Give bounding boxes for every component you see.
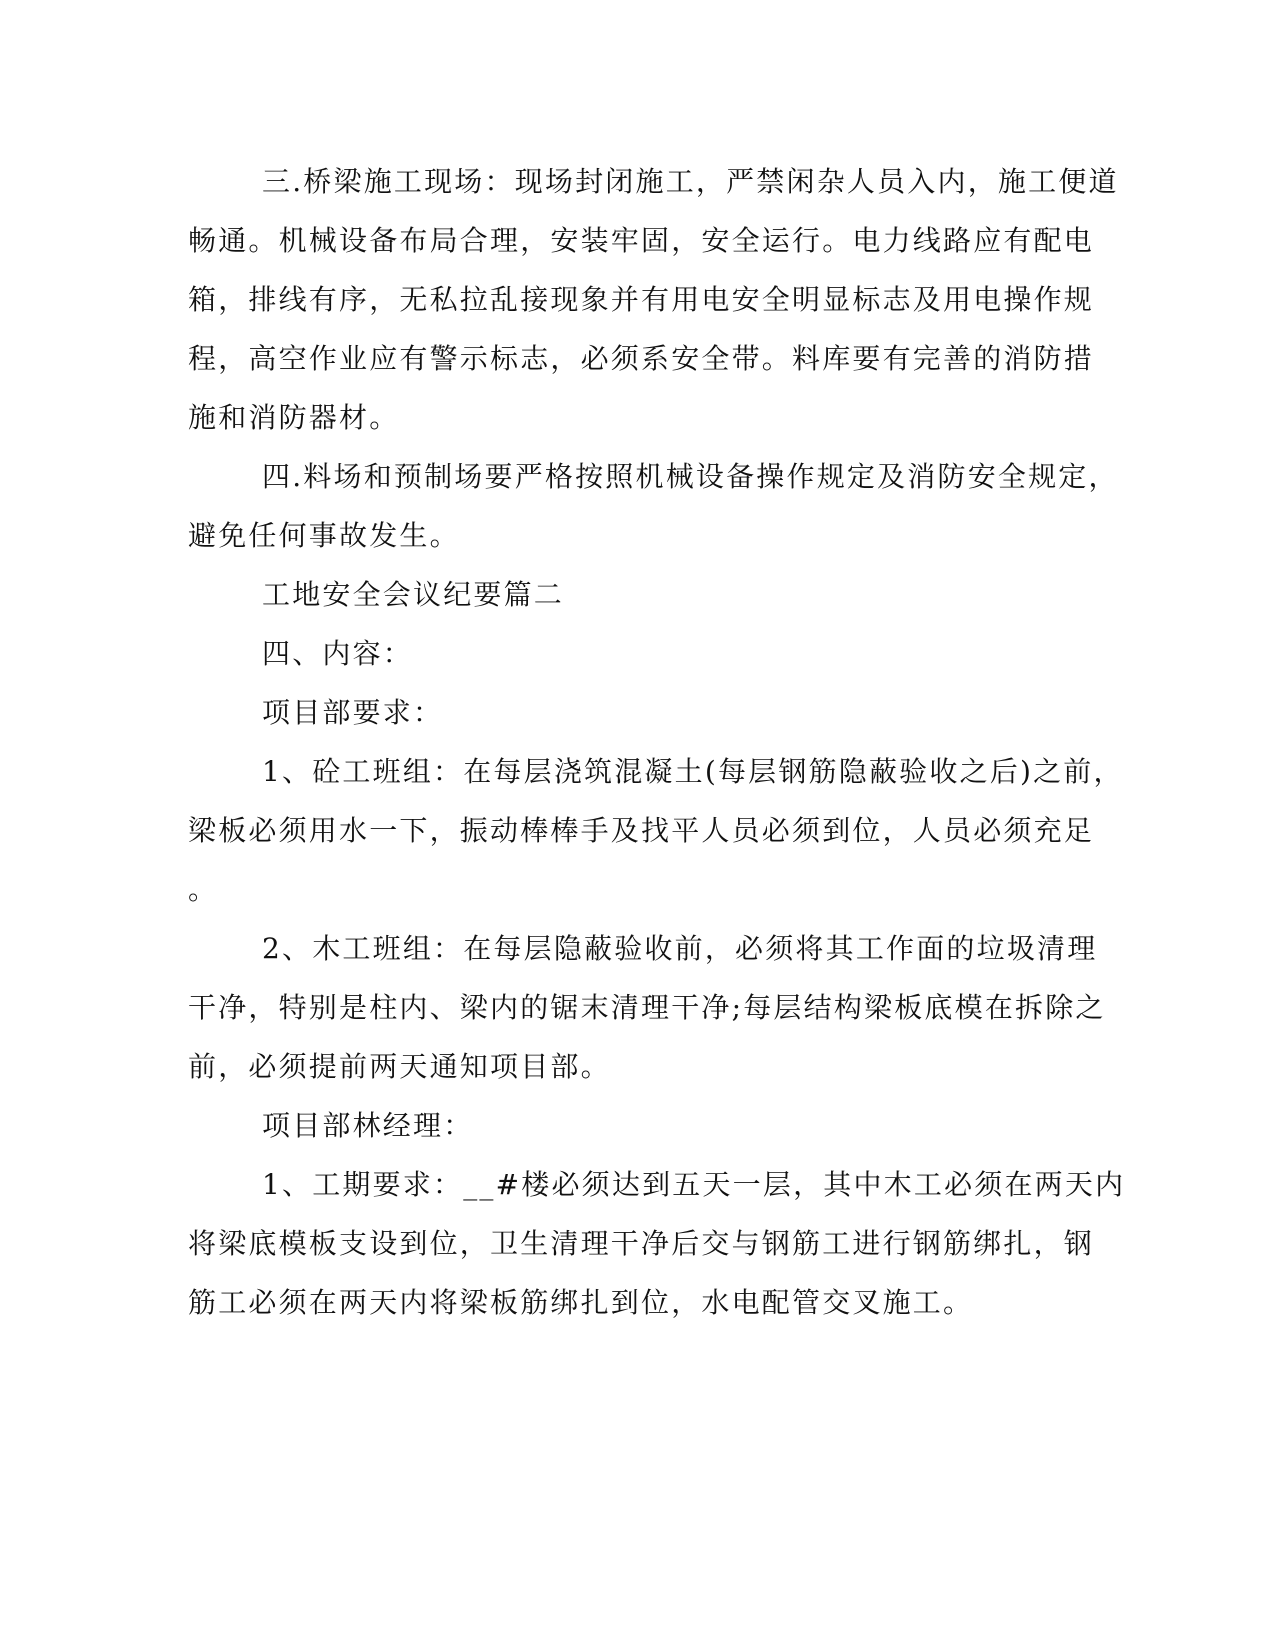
paragraph-line: 避免任何事故发生。 — [188, 519, 460, 552]
section-heading: 四、内容： — [262, 637, 414, 670]
paragraph-line: 三.桥梁施工现场：现场封闭施工，严禁闲杂人员入内，施工便道 — [262, 165, 1119, 198]
paragraph-line: 1、工期要求：__#楼必须达到五天一层，其中木工必须在两天内 — [262, 1168, 1126, 1201]
paragraph-line: 前，必须提前两天通知项目部。 — [188, 1050, 611, 1083]
paragraph-line: 程，高空作业应有警示标志，必须系安全带。料库要有完善的消防措 — [188, 342, 1095, 375]
paragraph-line: 筋工必须在两天内将梁板筋绑扎到位，水电配管交叉施工。 — [188, 1286, 974, 1319]
paragraph-line: 畅通。机械设备布局合理，安装牢固，安全运行。电力线路应有配电 — [188, 224, 1095, 257]
section-heading: 项目部林经理： — [262, 1109, 474, 1142]
paragraph-line: 箱，排线有序，无私拉乱接现象并有用电安全明显标志及用电操作规 — [188, 283, 1095, 316]
paragraph-line: 施和消防器材。 — [188, 401, 400, 434]
paragraph-line: 。 — [188, 873, 219, 906]
paragraph-line: 四.料场和预制场要严格按照机械设备操作规定及消防安全规定， — [262, 460, 1119, 493]
paragraph-line: 梁板必须用水一下，振动棒棒手及找平人员必须到位，人员必须充足 — [188, 814, 1095, 847]
paragraph-line: 2、木工班组：在每层隐蔽验收前，必须将其工作面的垃圾清理 — [262, 932, 1098, 965]
section-heading: 工地安全会议纪要篇二 — [262, 578, 565, 611]
paragraph-line: 干净，特别是柱内、梁内的锯末清理干净;每层结构梁板底模在拆除之 — [188, 991, 1106, 1024]
section-heading: 项目部要求： — [262, 696, 444, 729]
paragraph-line: 将梁底模板支设到位，卫生清理干净后交与钢筋工进行钢筋绑扎，钢 — [188, 1227, 1095, 1260]
paragraph-line: 1、砼工班组：在每层浇筑混凝土(每层钢筋隐蔽验收之后)之前， — [262, 755, 1124, 788]
